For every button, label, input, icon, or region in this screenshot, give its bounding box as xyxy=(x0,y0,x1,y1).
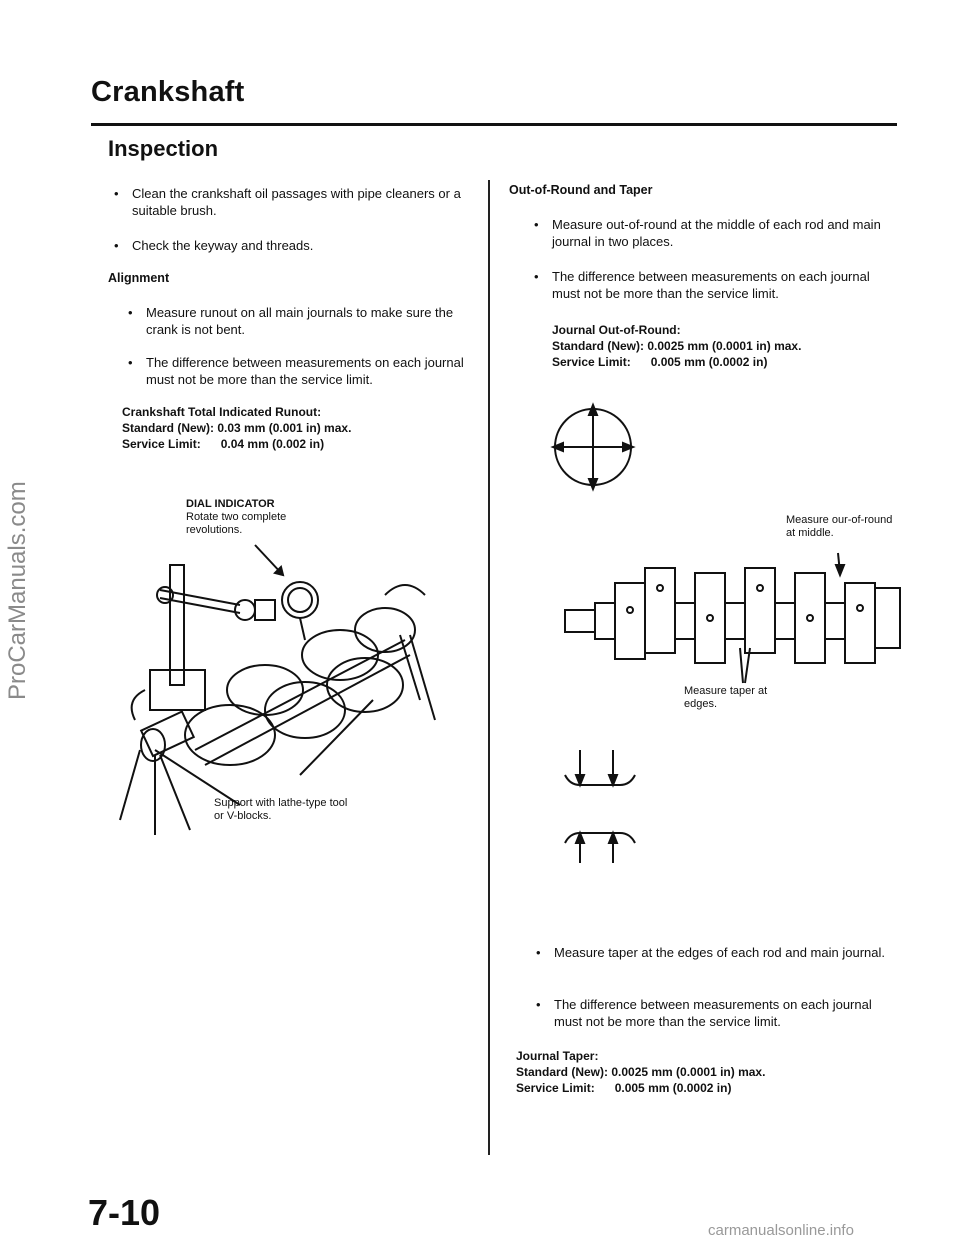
bullet-measure-runout: • Measure runout on all main journals to make sure the crank is not bent. xyxy=(128,304,473,338)
bullet-runout-difference: • The difference between measurements on each journal must not be more than the service limit. xyxy=(128,354,473,388)
dial-indicator-text: Rotate two complete revolutions. xyxy=(186,511,287,536)
page-title: Crankshaft xyxy=(91,76,245,108)
out-of-round-spec-title: Journal Out-of-Round: xyxy=(552,323,681,337)
bullet-check-keyway: • Check the keyway and threads. xyxy=(114,237,474,254)
bullet-taper-difference: • The difference between measurements on each journal must not be more than the service limit. xyxy=(536,996,886,1030)
taper-diagram-bottom xyxy=(560,818,640,868)
side-watermark: ProCarManuals.com xyxy=(4,481,31,700)
out-of-round-circle-diagram xyxy=(550,395,640,495)
bullet-out-of-round-difference: • The difference between measurements on each journal must not be more than the service limit. xyxy=(534,268,884,302)
column-divider xyxy=(488,180,490,1155)
footer-watermark: carmanualsonline.info xyxy=(708,1222,854,1239)
runout-limit-value: 0.04 mm (0.002 in) xyxy=(220,437,325,451)
taper-limit-label: Service Limit: xyxy=(516,1081,595,1095)
section-title: Inspection xyxy=(108,136,219,161)
out-of-round-limit-label: Service Limit: xyxy=(552,355,631,369)
alignment-heading: Alignment xyxy=(108,271,170,285)
runout-spec-standard: Standard (New): 0.03 mm (0.001 in) max. xyxy=(122,421,352,435)
runout-spec xyxy=(122,404,482,452)
bullet-measure-out-of-round: • Measure out-of-round at the middle of each rod and main journal in two places. xyxy=(534,216,884,250)
dial-indicator-title: DIAL INDICATOR xyxy=(186,498,275,510)
taper-spec-title: Journal Taper: xyxy=(516,1049,599,1063)
dial-indicator-label xyxy=(186,498,316,537)
out-of-round-limit-value: 0.005 mm (0.0002 in) xyxy=(650,355,768,369)
out-of-round-heading: Out-of-Round and Taper xyxy=(509,183,653,197)
page-number: 7-10 xyxy=(88,1192,161,1233)
runout-spec-title: Crankshaft Total Indicated Runout: xyxy=(122,405,322,419)
measure-taper-label: Measure taper at edges. xyxy=(684,685,768,710)
taper-spec-standard: Standard (New): 0.0025 mm (0.0001 in) max. xyxy=(516,1065,766,1079)
crankshaft-journal-diagram xyxy=(560,548,910,698)
bullet-clean-passages: • Clean the crankshaft oil passages with pipe cleaners or a suitable brush. xyxy=(114,185,474,219)
taper-spec xyxy=(516,1048,876,1096)
support-label: Support with lathe-type tool or V-blocks. xyxy=(214,797,348,822)
bullet-measure-taper: • Measure taper at the edges of each rod and main journal. xyxy=(536,944,886,961)
measure-middle-label: Measure our-of-round at middle. xyxy=(786,514,893,539)
out-of-round-spec-standard: Standard (New): 0.0025 mm (0.0001 in) max. xyxy=(552,339,802,353)
out-of-round-spec xyxy=(552,322,892,370)
taper-diagram-top xyxy=(560,745,640,795)
dial-indicator-diagram xyxy=(115,540,445,840)
runout-limit-label: Service Limit: xyxy=(122,437,201,451)
taper-limit-value: 0.005 mm (0.0002 in) xyxy=(614,1081,732,1095)
title-rule xyxy=(91,123,897,126)
